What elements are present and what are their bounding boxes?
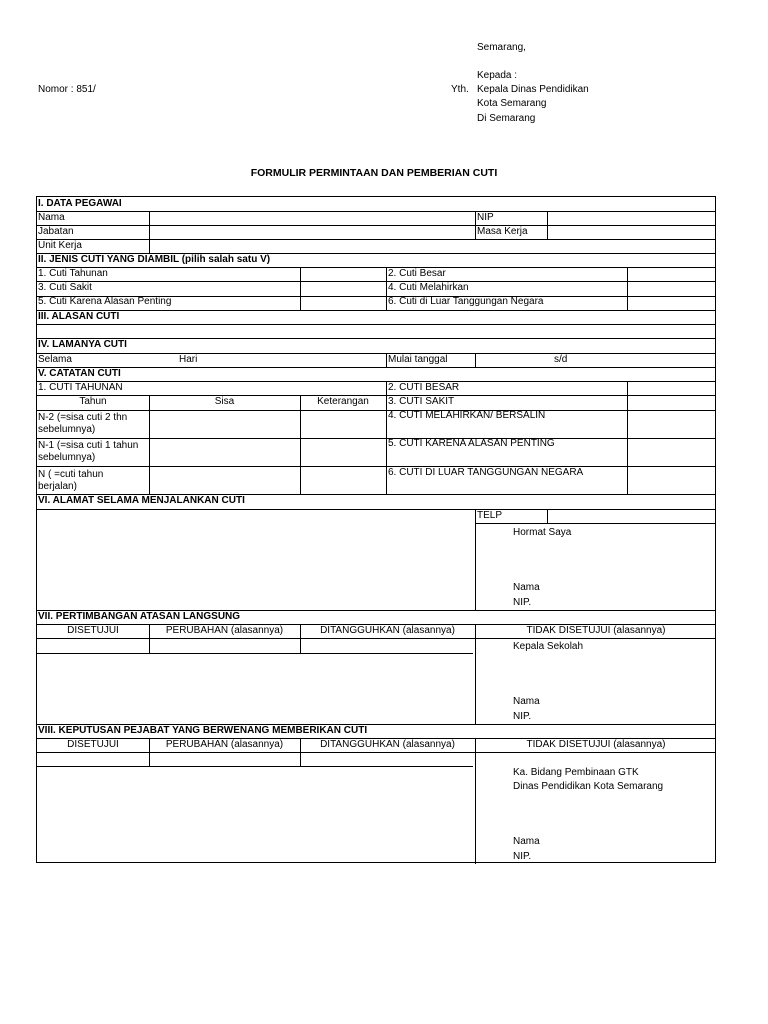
applicant-nama-label: Nama (513, 582, 540, 593)
form-title: FORMULIR PERMINTAAN DAN PEMBERIAN CUTI (250, 167, 498, 179)
hormat-saya-label: Hormat Saya (513, 527, 572, 538)
leave-type-1: 1. Cuti Tahunan (38, 268, 108, 279)
recipient-line-1: Kepala Dinas Pendidikan (477, 84, 589, 95)
masa-kerja-label: Masa Kerja (477, 226, 528, 237)
viii-perubahan: PERUBAHAN (alasannya) (165, 739, 284, 750)
viii-ditangguhkan: DITANGGUHKAN (alasannya) (320, 739, 455, 750)
alasan-cuti-field[interactable] (38, 325, 715, 338)
telp-label: TELP (477, 510, 503, 521)
section-7-heading: VII. PERTIMBANGAN ATASAN LANGSUNG (38, 611, 241, 622)
vii-ditangguhkan: DITANGGUHKAN (alasannya) (320, 625, 455, 636)
col-tahun: Tahun (79, 396, 107, 407)
unit-kerja-label: Unit Kerja (38, 240, 82, 251)
applicant-nip-label: NIP. (513, 597, 532, 608)
nip-label: NIP (477, 212, 494, 223)
ka-bidang-label: Ka. Bidang Pembinaan GTK (513, 767, 639, 778)
section-8-heading: VIII. KEPUTUSAN PEJABAT YANG BERWENANG MEMBERIKAN CUTI (38, 725, 368, 736)
viii-nama-label: Nama (513, 836, 540, 847)
leave-type-1-check[interactable] (301, 268, 385, 281)
viii-tidak-disetujui: TIDAK DISETUJUI (alasannya) (526, 739, 666, 750)
vii-disetujui: DISETUJUI (67, 625, 119, 636)
section-4-heading: IV. LAMANYA CUTI (38, 339, 127, 350)
telp-field[interactable] (548, 510, 715, 523)
row-n-label: N ( =cuti tahun berjalan) (38, 469, 104, 492)
mulai-tanggal-label: Mulai tanggal (388, 354, 448, 365)
cuti-besar-label: 2. CUTI BESAR (388, 382, 460, 393)
jabatan-field[interactable] (150, 226, 474, 239)
yth-label: Yth. (451, 84, 469, 95)
row-n2-label: N-2 (=sisa cuti 2 thn sebelumnya) (38, 412, 128, 435)
recipient-line-3: Di Semarang (477, 113, 536, 124)
section-1-heading: I. DATA PEGAWAI (38, 198, 122, 209)
section-5-heading: V. CATATAN CUTI (38, 368, 121, 379)
col-keterangan: Keterangan (317, 396, 369, 407)
section-2-heading: II. JENIS CUTI YANG DIAMBIL (pilih salah satu V) (38, 254, 271, 265)
leave-type-4-check[interactable] (628, 282, 715, 295)
place-date: Semarang, (477, 42, 526, 53)
hari-label: Hari (179, 354, 198, 365)
row-n1-label: N-1 (=sisa cuti 1 tahun sebelumnya) (38, 440, 139, 463)
leave-type-5: 5. Cuti Karena Alasan Penting (38, 296, 172, 307)
viii-disetujui: DISETUJUI (67, 739, 119, 750)
nomor-label: Nomor : 851/ (38, 84, 96, 95)
unit-kerja-field[interactable] (150, 240, 715, 253)
alamat-field[interactable] (38, 510, 474, 609)
masa-kerja-field[interactable] (548, 226, 715, 239)
section-6-heading: VI. ALAMAT SELAMA MENJALANKAN CUTI (38, 495, 245, 506)
leave-type-3: 3. Cuti Sakit (38, 282, 92, 293)
nama-label: Nama (38, 212, 65, 223)
cuti-sakit-label: 3. CUTI SAKIT (388, 396, 455, 407)
cuti-tahunan-label: 1. CUTI TAHUNAN (38, 382, 123, 393)
cuti-melahirkan-label: 4. CUTI MELAHIRKAN/ BERSALIN (388, 410, 546, 421)
kepada-label: Kepada : (477, 70, 518, 81)
nip-field[interactable] (548, 212, 715, 225)
nama-field[interactable] (150, 212, 474, 225)
leave-type-2-check[interactable] (628, 268, 715, 281)
selama-label: Selama (38, 354, 72, 365)
leave-type-6-check[interactable] (628, 296, 715, 309)
leave-type-4: 4. Cuti Melahirkan (388, 282, 469, 293)
vii-nip-label: NIP. (513, 711, 532, 722)
col-sisa: Sisa (214, 396, 235, 407)
leave-type-6: 6. Cuti di Luar Tanggungan Negara (388, 296, 544, 307)
sd-label: s/d (554, 354, 568, 365)
leave-type-3-check[interactable] (301, 282, 385, 295)
viii-nip-label: NIP. (513, 851, 532, 862)
leave-type-2: 2. Cuti Besar (388, 268, 446, 279)
vii-nama-label: Nama (513, 696, 540, 707)
jabatan-label: Jabatan (38, 226, 74, 237)
vii-perubahan: PERUBAHAN (alasannya) (165, 625, 284, 636)
recipient-line-2: Kota Semarang (477, 98, 547, 109)
kepala-sekolah-label: Kepala Sekolah (513, 641, 584, 652)
leave-request-form (36, 196, 716, 863)
section-3-heading: III. ALASAN CUTI (38, 311, 120, 322)
leave-type-5-check[interactable] (301, 296, 385, 309)
dinas-label: Dinas Pendidikan Kota Semarang (513, 781, 664, 792)
cuti-luar-tanggungan-label: 6. CUTI DI LUAR TANGGUNGAN NEGARA (388, 467, 584, 478)
cuti-alasan-penting-label: 5. CUTI KARENA ALASAN PENTING (388, 438, 555, 449)
vii-tidak-disetujui: TIDAK DISETUJUI (alasannya) (526, 625, 666, 636)
